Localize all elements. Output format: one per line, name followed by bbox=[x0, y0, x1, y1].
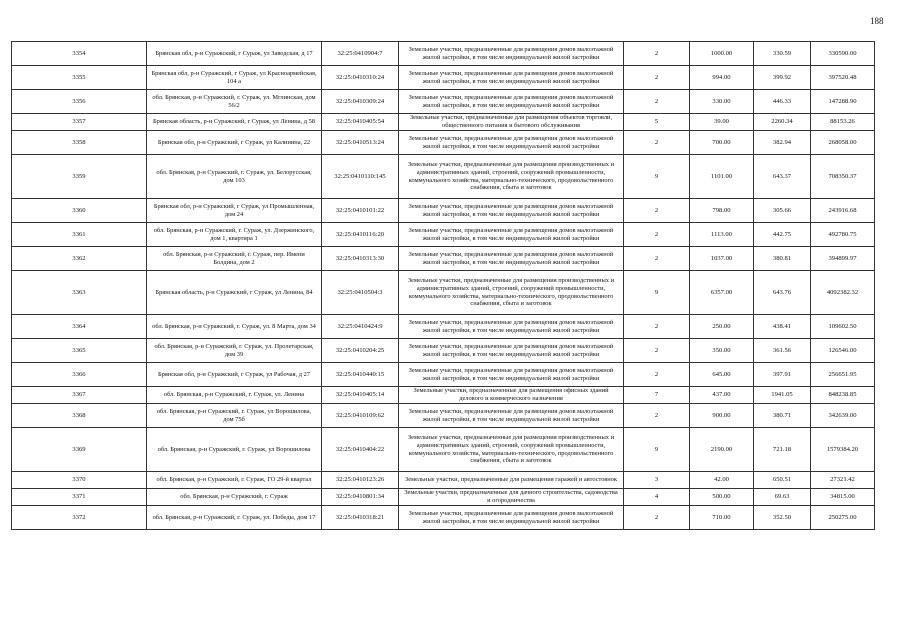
land-use-cell: Земельные участки, предназначенные для размещения домов малоэтажной жилой застройки, в том числе индивидуальной жилой застройки bbox=[399, 247, 624, 271]
cadastral-number-cell: 32:25:0410310:24 bbox=[322, 66, 399, 90]
group-number-cell: 9 bbox=[624, 271, 690, 315]
group-number-cell: 2 bbox=[624, 506, 690, 530]
cadastral-number-cell: 32:25:0410313:30 bbox=[322, 247, 399, 271]
table-row bbox=[12, 339, 875, 363]
specific-value-cell: 399.92 bbox=[754, 66, 811, 90]
table-row bbox=[12, 199, 875, 223]
area-cell: 437.00 bbox=[690, 387, 754, 404]
table-row bbox=[12, 155, 875, 199]
row-number: 3364 bbox=[12, 315, 147, 339]
address-cell: обл. Брянская, р-н Суражский, г. Сураж, ул. Пролетарская, дом 39 bbox=[147, 339, 322, 363]
address-cell: обл. Брянская, р-н Суражский, г. Сураж, пер. Имени Болдина, дом 2 bbox=[147, 247, 322, 271]
cadastral-value-cell: 88153.26 bbox=[811, 114, 875, 131]
address-cell: обл. Брянская, р-н Суражский, г. Сураж, ул Ворошилова bbox=[147, 428, 322, 472]
address-cell: обл. Брянская, р-н Суражский, г. Сураж, ул. Ленина bbox=[147, 387, 322, 404]
land-use-cell: Земельные участки, предназначенные для дачного строительства, садоводства и огородничества bbox=[399, 489, 624, 506]
row-number: 3356 bbox=[12, 90, 147, 114]
cadastral-number-cell: 32:25:0410801:34 bbox=[322, 489, 399, 506]
cadastral-number-cell: 32:25:0410123:26 bbox=[322, 472, 399, 489]
row-number: 3365 bbox=[12, 339, 147, 363]
cadastral-number-cell: 32:25:0410318:21 bbox=[322, 506, 399, 530]
address-cell: обл. Брянская, р-н Суражский, г. Сураж, ул. Белорусская, дом 103 bbox=[147, 155, 322, 199]
specific-value-cell: 446.33 bbox=[754, 90, 811, 114]
address-cell: Брянская обл, р-н Суражский, г Сураж, ул Рабочая, д 27 bbox=[147, 363, 322, 387]
land-use-cell: Земельные участки, предназначенные для размещения домов малоэтажной жилой застройки, в том числе индивидуальной жилой застройки bbox=[399, 42, 624, 66]
group-number-cell: 2 bbox=[624, 66, 690, 90]
row-number: 3359 bbox=[12, 155, 147, 199]
area-cell: 710.00 bbox=[690, 506, 754, 530]
land-use-cell: Земельные участки, предназначенные для размещения производственных и административных зданий, строений, сооружений промышленности, коммунального хозяйства, материально-технического, продовольственного снабжения, сбыта и заготовок bbox=[399, 155, 624, 199]
group-number-cell: 7 bbox=[624, 387, 690, 404]
specific-value-cell: 380.71 bbox=[754, 404, 811, 428]
address-cell: обл. Брянская, р-н Суражский, г. Сураж bbox=[147, 489, 322, 506]
area-cell: 1113.00 bbox=[690, 223, 754, 247]
land-use-cell: Земельные участки, предназначенные для размещения домов малоэтажной жилой застройки, в том числе индивидуальной жилой застройки bbox=[399, 66, 624, 90]
group-number-cell: 3 bbox=[624, 472, 690, 489]
specific-value-cell: 382.94 bbox=[754, 131, 811, 155]
cadastral-number-cell: 32:25:0410513:24 bbox=[322, 131, 399, 155]
table-row bbox=[12, 42, 875, 66]
area-cell: 500.00 bbox=[690, 489, 754, 506]
land-use-cell: Земельные участки, предназначенные для размещения гаражей и автостоянок bbox=[399, 472, 624, 489]
land-use-cell: Земельные участки, предназначенные для размещения домов малоэтажной жилой застройки, в том числе индивидуальной жилой застройки bbox=[399, 404, 624, 428]
land-use-cell: Земельные участки, предназначенные для размещения домов малоэтажной жилой застройки, в том числе индивидуальной жилой застройки bbox=[399, 90, 624, 114]
address-cell: Брянская обл, р-н Суражский, г Сураж, ул Промышленная, дом 24 bbox=[147, 199, 322, 223]
cadastral-value-cell: 397520.48 bbox=[811, 66, 875, 90]
specific-value-cell: 643.37 bbox=[754, 155, 811, 199]
table-row bbox=[12, 489, 875, 506]
area-cell: 1101.00 bbox=[690, 155, 754, 199]
group-number-cell: 2 bbox=[624, 42, 690, 66]
cadastral-number-cell: 32:25:0410504:3 bbox=[322, 271, 399, 315]
land-use-cell: Земельные участки, предназначенные для размещения домов малоэтажной жилой застройки, в том числе индивидуальной жилой застройки bbox=[399, 131, 624, 155]
cadastral-value-cell: 126546.00 bbox=[811, 339, 875, 363]
row-number: 3358 bbox=[12, 131, 147, 155]
cadastral-value-cell: 34815.00 bbox=[811, 489, 875, 506]
area-cell: 42.00 bbox=[690, 472, 754, 489]
land-use-cell: Земельные участки, предназначенные для размещения офисных зданий делового и коммерческого назначения bbox=[399, 387, 624, 404]
cadastral-number-cell: 32:25:0410405:54 bbox=[322, 114, 399, 131]
row-number: 3360 bbox=[12, 199, 147, 223]
cadastral-value-cell: 394899.97 bbox=[811, 247, 875, 271]
specific-value-cell: 352.50 bbox=[754, 506, 811, 530]
specific-value-cell: 721.18 bbox=[754, 428, 811, 472]
table-row bbox=[12, 90, 875, 114]
address-cell: Брянская область, р-н Суражский, г Сураж, ул Ленина, д 58 bbox=[147, 114, 322, 131]
land-use-cell: Земельные участки, предназначенные для размещения домов малоэтажной жилой застройки, в том числе индивидуальной жилой застройки bbox=[399, 339, 624, 363]
cadastral-value-cell: 243916.68 bbox=[811, 199, 875, 223]
cadastral-number-cell: 32:25:0410424:9 bbox=[322, 315, 399, 339]
area-cell: 798.00 bbox=[690, 199, 754, 223]
group-number-cell: 2 bbox=[624, 315, 690, 339]
group-number-cell: 2 bbox=[624, 363, 690, 387]
page-number: 188 bbox=[870, 16, 884, 26]
table-row bbox=[12, 315, 875, 339]
area-cell: 39.00 bbox=[690, 114, 754, 131]
area-cell: 994.00 bbox=[690, 66, 754, 90]
cadastral-number-cell: 32:25:0410204:25 bbox=[322, 339, 399, 363]
row-number: 3366 bbox=[12, 363, 147, 387]
specific-value-cell: 397.91 bbox=[754, 363, 811, 387]
cadastral-value-cell: 27321.42 bbox=[811, 472, 875, 489]
cadastral-value-cell: 708350.37 bbox=[811, 155, 875, 199]
table-row bbox=[12, 66, 875, 90]
cadastral-value-cell: 492780.75 bbox=[811, 223, 875, 247]
specific-value-cell: 442.75 bbox=[754, 223, 811, 247]
row-number: 3367 bbox=[12, 387, 147, 404]
table-row bbox=[12, 472, 875, 489]
specific-value-cell: 643.76 bbox=[754, 271, 811, 315]
group-number-cell: 2 bbox=[624, 247, 690, 271]
row-number: 3372 bbox=[12, 506, 147, 530]
table-row bbox=[12, 428, 875, 472]
group-number-cell: 4 bbox=[624, 489, 690, 506]
cadastral-value-cell: 848238.85 bbox=[811, 387, 875, 404]
area-cell: 6357.00 bbox=[690, 271, 754, 315]
row-number: 3355 bbox=[12, 66, 147, 90]
table-row bbox=[12, 114, 875, 131]
cadastral-number-cell: 32:25:0410116:20 bbox=[322, 223, 399, 247]
cadastral-value-cell: 147288.90 bbox=[811, 90, 875, 114]
row-number: 3362 bbox=[12, 247, 147, 271]
cadastral-number-cell: 32:25:0410109:62 bbox=[322, 404, 399, 428]
specific-value-cell: 650.51 bbox=[754, 472, 811, 489]
cadastral-value-cell: 256651.95 bbox=[811, 363, 875, 387]
land-use-cell: Земельные участки, предназначенные для размещения домов малоэтажной жилой застройки, в том числе индивидуальной жилой застройки bbox=[399, 315, 624, 339]
specific-value-cell: 438.41 bbox=[754, 315, 811, 339]
cadastral-value-cell: 342639.00 bbox=[811, 404, 875, 428]
row-number: 3369 bbox=[12, 428, 147, 472]
land-use-cell: Земельные участки, предназначенные для размещения объектов торговли, общественного питания и бытового обслуживания bbox=[399, 114, 624, 131]
specific-value-cell: 1941.05 bbox=[754, 387, 811, 404]
row-number: 3354 bbox=[12, 42, 147, 66]
area-cell: 1000.00 bbox=[690, 42, 754, 66]
specific-value-cell: 361.56 bbox=[754, 339, 811, 363]
specific-value-cell: 69.63 bbox=[754, 489, 811, 506]
address-cell: Брянская область, р-н Суражский, г Сураж, ул Ленина, 84 bbox=[147, 271, 322, 315]
address-cell: Брянская обл, р-н Суражский, г Сураж, ул Калинина, 22 bbox=[147, 131, 322, 155]
cadastral-value-table bbox=[11, 41, 875, 530]
row-number: 3363 bbox=[12, 271, 147, 315]
cadastral-number-cell: 32:25:0410110:145 bbox=[322, 155, 399, 199]
area-cell: 2190.00 bbox=[690, 428, 754, 472]
cadastral-value-cell: 4092382.32 bbox=[811, 271, 875, 315]
row-number: 3368 bbox=[12, 404, 147, 428]
address-cell: Брянская обл, р-н Суражский, г Сураж, ул Красноармейская, 104 а bbox=[147, 66, 322, 90]
area-cell: 900.00 bbox=[690, 404, 754, 428]
group-number-cell: 5 bbox=[624, 114, 690, 131]
table-row bbox=[12, 271, 875, 315]
group-number-cell: 2 bbox=[624, 404, 690, 428]
land-use-cell: Земельные участки, предназначенные для размещения производственных и административных зданий, строений, сооружений промышленности, коммунального хозяйства, материально-технического, продовольственного снабжения, сбыта и заготовок bbox=[399, 428, 624, 472]
land-use-cell: Земельные участки, предназначенные для размещения домов малоэтажной жилой застройки, в том числе индивидуальной жилой застройки bbox=[399, 506, 624, 530]
group-number-cell: 9 bbox=[624, 155, 690, 199]
specific-value-cell: 330.59 bbox=[754, 42, 811, 66]
cadastral-number-cell: 32:25:0410101:22 bbox=[322, 199, 399, 223]
address-cell: обл. Брянская, р-н Суражский, г. Сураж, ул Ворошилова, дом 75б bbox=[147, 404, 322, 428]
row-number: 3371 bbox=[12, 489, 147, 506]
address-cell: обл. Брянская, р-н Суражский, г. Сураж, ГО 29-й квартал bbox=[147, 472, 322, 489]
cadastral-number-cell: 32:25:0410440:15 bbox=[322, 363, 399, 387]
table-row bbox=[12, 223, 875, 247]
address-cell: обл. Брянская, р-н Суражский, г. Сураж, ул. Победы, дом 17 bbox=[147, 506, 322, 530]
cadastral-number-cell: 32:25:0410405:14 bbox=[322, 387, 399, 404]
address-cell: обл. Брянская, р-н Суражский, г. Сураж, ул. 8 Марта, дом 34 bbox=[147, 315, 322, 339]
group-number-cell: 2 bbox=[624, 339, 690, 363]
area-cell: 700.00 bbox=[690, 131, 754, 155]
cadastral-value-cell: 268058.00 bbox=[811, 131, 875, 155]
row-number: 3370 bbox=[12, 472, 147, 489]
row-number: 3357 bbox=[12, 114, 147, 131]
table-row bbox=[12, 247, 875, 271]
group-number-cell: 2 bbox=[624, 131, 690, 155]
area-cell: 1037.00 bbox=[690, 247, 754, 271]
cadastral-value-cell: 109602.50 bbox=[811, 315, 875, 339]
table-row bbox=[12, 506, 875, 530]
specific-value-cell: 305.66 bbox=[754, 199, 811, 223]
area-cell: 645.00 bbox=[690, 363, 754, 387]
cadastral-value-cell: 330590.00 bbox=[811, 42, 875, 66]
group-number-cell: 9 bbox=[624, 428, 690, 472]
cadastral-number-cell: 32:25:0410404:22 bbox=[322, 428, 399, 472]
specific-value-cell: 380.81 bbox=[754, 247, 811, 271]
land-use-cell: Земельные участки, предназначенные для размещения домов малоэтажной жилой застройки, в том числе индивидуальной жилой застройки bbox=[399, 363, 624, 387]
table-row bbox=[12, 387, 875, 404]
land-use-cell: Земельные участки, предназначенные для размещения домов малоэтажной жилой застройки, в том числе индивидуальной жилой застройки bbox=[399, 199, 624, 223]
cadastral-number-cell: 32:25:0410309:24 bbox=[322, 90, 399, 114]
cadastral-value-cell: 250275.00 bbox=[811, 506, 875, 530]
address-cell: Брянская обл, р-н Суражский, г Сураж, ул Заводская, д 17 bbox=[147, 42, 322, 66]
table-row bbox=[12, 404, 875, 428]
land-use-cell: Земельные участки, предназначенные для размещения домов малоэтажной жилой застройки, в том числе индивидуальной жилой застройки bbox=[399, 223, 624, 247]
table-row bbox=[12, 363, 875, 387]
address-cell: обл. Брянская, р-н Суражский, г. Сураж, ул. Дзержинского, дом 1, квартира 1 bbox=[147, 223, 322, 247]
cadastral-value-cell: 1579384.20 bbox=[811, 428, 875, 472]
row-number: 3361 bbox=[12, 223, 147, 247]
cadastral-number-cell: 32:25:0410904:7 bbox=[322, 42, 399, 66]
area-cell: 350.00 bbox=[690, 339, 754, 363]
area-cell: 330.00 bbox=[690, 90, 754, 114]
group-number-cell: 2 bbox=[624, 223, 690, 247]
area-cell: 250.00 bbox=[690, 315, 754, 339]
group-number-cell: 2 bbox=[624, 199, 690, 223]
specific-value-cell: 2260.34 bbox=[754, 114, 811, 131]
land-use-cell: Земельные участки, предназначенные для размещения производственных и административных зданий, строений, сооружений промышленности, коммунального хозяйства, материально-технического, продовольственного снабжения, сбыта и заготовок bbox=[399, 271, 624, 315]
address-cell: обл. Брянская, р-н Суражский, г. Сураж, ул. Мглинская, дом 56/2 bbox=[147, 90, 322, 114]
group-number-cell: 2 bbox=[624, 90, 690, 114]
table-row bbox=[12, 131, 875, 155]
